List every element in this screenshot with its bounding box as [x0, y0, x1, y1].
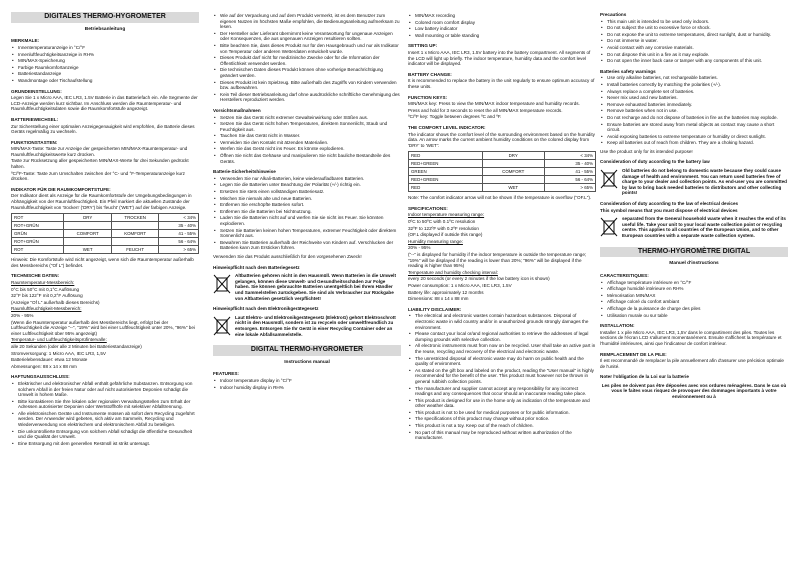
list-item: • Never mix used and new batteries.	[600, 95, 788, 101]
english-spec-line: ("--" is displayed for humidity if the indoor temperature is outside the temperature range; "19%" will be displayed if the reading is lower than 20%; "96%" will be displayed if the reading is higher than 95%)	[408, 252, 587, 269]
german-precautions-list	[213, 115, 401, 165]
list-item: • Install batteries correctly by matching the polarities (+/-).	[600, 82, 788, 88]
table-cell: 41 - 55%	[544, 168, 595, 176]
list-item: • Die unkontrollierte Entsorgung von solchem Abfall schädigt die öffentliche Gesundheit und die Qualität der Umwelt.	[11, 429, 199, 440]
french-features-heading: CARACTERISTIQUES:	[600, 272, 649, 278]
table-cell	[112, 238, 159, 246]
german-spec-line: Raumtemperatur-Messbereich:	[11, 280, 75, 285]
list-item: • Legen Sie die Batterien unter Beachtung der Polarität (+/-) richtig ein.	[213, 182, 401, 188]
german-liability-heading: HAFTUNGSAUSSCHLUSS:	[11, 374, 70, 380]
list-item: • Dieses Produkt darf nicht für medizinische Zwecke oder für die Information der Öffentlichkeit verwendet werden.	[213, 55, 401, 66]
list-item: • Colored room comfort display	[408, 20, 596, 26]
table-cell: ROT	[12, 214, 64, 222]
list-item: • Wandmontage oder Tischaufstellung	[11, 78, 199, 84]
list-item: • Setzen Sie das Gerät nicht extremer Gewalteinwirkung oder Stößen aus.	[213, 115, 401, 121]
list-item: • All electronic instruments must from now on be recycled. User shall take an active part in the reuse, recycling and recovery of the electrical and electronic waste.	[408, 343, 596, 354]
list-item: • As stated on the gift box and labeled on the product, reading the "User manual" is highly recommended for the benefit of the user. This product must however not be thrown in general rubbish collection points.	[408, 368, 596, 385]
german-keys-heading: FUNKTIONSTASTEN:	[11, 139, 58, 145]
list-item: • Öffnen Sie nicht das Gehäuse und manipulieren Sie nicht bauliche Bestandteile des Geräts.	[213, 153, 401, 164]
table-cell: FEUCHT	[112, 246, 159, 254]
table-row	[409, 168, 596, 176]
table-cell	[64, 238, 112, 246]
english-precautions-list	[600, 19, 788, 64]
table-cell: TROCKEN	[112, 214, 159, 222]
german-battery-text: Zur Sicherstellung einer optimalen Anzeigegenauigkeit wird empfohlen, die Batterie dieses Geräts regelmäßig zu wechseln.	[11, 123, 195, 135]
german-battery-heading: BATTERIEWECHSEL:	[11, 116, 59, 122]
english-comfort-table	[408, 151, 596, 192]
german-spec-line: (Anzeige "Of L" außerhalb dieses Bereichs)	[11, 299, 100, 305]
table-cell: > 65%	[159, 246, 199, 254]
table-cell: COMFORT	[482, 168, 544, 176]
german-spec-line: Stromversorgung: 1 Micro AAA, IEC LR3, 1,5V	[11, 350, 106, 356]
table-cell: GREEN	[409, 168, 483, 176]
table-cell: DRY	[482, 152, 544, 160]
list-item: • Wall mounting or table standing	[408, 33, 596, 39]
list-item: • Remove exhausted batteries immediately.	[600, 102, 788, 108]
english-features-list	[213, 378, 401, 390]
table-cell: GRÜN	[12, 230, 64, 238]
list-item: • The unrestricted disposal of electronic waste may do harm on public health and the quality of environment.	[408, 356, 596, 367]
german-key-minmax: MIN/MAX-Taste: Taste zur Anzeige der gespeicherten MIN/MAX-Raumtemperatur- und Raumluftfeuchtigkeitswerte kurz drücken.	[11, 146, 188, 157]
list-item: • No part of this manual may be reproduced without written authorization of the manufacturer.	[408, 430, 596, 441]
french-title: THERMO-HYGROMÈTRE DIGITAL	[600, 247, 788, 258]
list-item: • MIN/MAX recording	[408, 13, 596, 19]
list-item: • Bitte beachten Sie, dass dieses Produkt nur für den Hausgebrauch und nur als Indikator von Temperatur oder anderen Wetterdaten entwickelt wurde.	[213, 43, 401, 54]
german-subtitle: Betriebsanleitung	[84, 26, 126, 32]
english-use-note: Use the product only for its intended purpose!	[600, 148, 693, 154]
list-item: • This main unit is intended to be used only indoors.	[600, 19, 788, 25]
english-battery-text: It is recommended to replace the battery in the unit regularly to ensure optimum accuracy of these units.	[408, 78, 595, 89]
list-item: • Ersetzen Sie stets einen vollständigen Batteriesatz.	[213, 189, 401, 195]
german-features-list	[11, 45, 199, 84]
english-disposal2-heading: Consideration of duty according to the law of electrical devices	[600, 201, 739, 207]
list-item: • Eine Entsorgung mit dem generellen Restmüll ist strikt untersagt.	[11, 441, 199, 447]
german-spec-line: Raumluftfeuchtigkeit-Messbereich:	[11, 306, 82, 312]
table-cell: RED	[409, 184, 483, 192]
german-comfort-heading: INDIKATOR FÜR DIE RAUMKOMFORTSTUFE:	[11, 186, 111, 192]
list-item: • Elektrischer und elektronischer Abfall enthält gefährliche Substanzen. Entsorgung von solchem Abfall in der freien Natur oder auf nicht autorisierten Deponien schädigt die Umwelt in hohem Maße.	[11, 381, 199, 398]
table-cell: KOMFORT	[112, 230, 159, 238]
list-item: • Tauchen Sie das Gerät nicht in Wasser.	[213, 133, 401, 139]
english-liability-list	[408, 313, 596, 440]
english-battery-heading: BATTERY CHANGE:	[408, 71, 452, 77]
english-spec-line: (OF.L displayed if outside this range)	[408, 232, 483, 238]
english-comfort-text: The indicator shows the comfort level of the surrounding environment based on the humidity data. An arrow marks the current ambient humidity conditions on the colored display from 'DRY' to 'WET':	[408, 131, 595, 148]
german-features-heading: MERKMALE:	[11, 38, 40, 44]
list-item: • Avoid exposing batteries to extreme temperature or humidity or direct sunlight.	[600, 134, 788, 140]
english-spec-line: 0ºC to 50ºC with 0.1ºC resolution	[408, 219, 476, 225]
crossed-bin-icon	[213, 273, 231, 295]
table-cell	[482, 176, 544, 184]
english-title: DIGITAL THERMO-HYGROMETER	[213, 345, 401, 356]
list-item: • Always replace a complete set of batteries.	[600, 89, 788, 95]
list-item: • Die technischen Daten dieses Produkt können ohne vorherige Benachrichtigung geändert werden.	[213, 67, 401, 78]
table-row	[12, 222, 199, 230]
english-key-minmax-reset: Press and hold for 3 seconds to reset the all MIN/MAX temperature records.	[408, 107, 563, 113]
list-item: • Mischen Sie niemals alte und neue Batterien.	[213, 196, 401, 202]
table-row	[409, 152, 596, 160]
english-disposal1-block	[600, 168, 788, 196]
list-item: • Indoor temperature display in °C/°F	[213, 378, 401, 384]
table-cell: < 34%	[159, 214, 199, 222]
french-features-list	[600, 280, 788, 319]
english-spec-line: 20% - 95%	[408, 245, 431, 251]
english-disposal1-heading: Consideration of duty according to the battery law	[600, 159, 710, 165]
list-item: • Farbige Raumkomfortanzeige	[11, 65, 199, 71]
english-spec-line: Dimensions: 88 x 14 x 88 mm	[408, 296, 469, 302]
table-row	[12, 230, 199, 238]
english-features-heading: FEATURES:	[213, 371, 239, 377]
english-disposal2-text: separated from the General household waste when it reaches the end of its useful life. Take your unit to your local waste collection point or recycling centre. This applies to all countries of the European Union, and to other European countries with a separate waste collection system.	[622, 216, 786, 238]
english-spec-line: Battery life: approximately 12 months	[408, 289, 484, 295]
list-item: • Indoor humidity display in RH%	[213, 385, 401, 391]
table-cell: < 34%	[544, 152, 595, 160]
list-item: • Affichage coloré du confort ambiant	[600, 299, 788, 305]
list-item: • Do not immerse in water.	[600, 38, 788, 44]
column-english	[408, 12, 596, 442]
english-spec-line: Humidity measuring range:	[408, 238, 463, 244]
table-cell: RED+GREEN	[409, 176, 483, 184]
german-spec-line: Temperatur- und Luftfeuchtigkeitsprüfintervalle:	[11, 337, 107, 343]
table-cell: 41 - 55%	[159, 230, 199, 238]
column-german-cont	[213, 12, 401, 391]
english-comfort-heading: THE COMFORT LEVEL INDICATOR:	[408, 124, 486, 130]
table-cell	[112, 222, 159, 230]
list-item: • Affichage humidité intérieure en RH%	[600, 286, 788, 292]
french-install-text: Installer 1 x pile Micro AAA, IEC LR3, 1,5V dans le compartiment des piles. Toutes les sections de l'écran LCD s'allument momentanément. Ensuite s'affichent la température et l'humidité intérieures, ainsi que l'indicateur de confort intérieur.	[600, 329, 782, 346]
english-precautions-heading: Precautions	[600, 12, 627, 17]
list-item: • Entfernen Sie erschöpfte Batterien sofort.	[213, 202, 401, 208]
list-item: • Use only alkaline batteries, not rechargeable batteries.	[600, 75, 788, 81]
german-precautions-heading: Vorsichtsmaßnahmen	[213, 107, 261, 113]
table-cell: RED+GREEN	[409, 160, 483, 168]
list-item: • Bitte kontaktieren Sie Ihre lokalen oder regionalen Verwaltungsstellen zum Erhalt der Adressen autorisierter Deponien oder Wertstoffhöfe mit selektiver Abfalltrennung.	[11, 399, 199, 410]
table-cell: > 65%	[544, 184, 595, 192]
english-disposal2-block	[600, 216, 788, 238]
german-key-minmax-reset: Taste zur Rücksetzung aller gespeicherten MIN/MAX-Werte für drei Sekunden gedrückt halten.	[11, 158, 189, 170]
german-disposal2-heading: Hinweispflicht nach dem Elektronikgerätegesetz	[213, 306, 319, 312]
list-item: • Ensure batteries are stored away from metal objects as contact may cause a short circuit.	[600, 122, 788, 133]
table-row	[12, 214, 199, 222]
german-specs-heading: TECHNISCHE DATEN:	[11, 273, 60, 279]
list-item: • Innentemperaturanzeige in °C/°F	[11, 45, 199, 51]
list-item: • Low battery indicator	[408, 26, 596, 32]
list-item: • Do not open the inner back case or tamper with any components of this unit.	[600, 58, 788, 64]
crossed-bin-icon	[600, 168, 618, 190]
column-german	[11, 12, 199, 447]
german-spec-line: 32°F bis 122°F mit 0,2°F Auflösung	[11, 293, 83, 299]
english-key-cf: ºC/ºF key: Toggle between degrees ºC and ºF.	[408, 114, 502, 120]
german-spec-line: (Wenn die Raumtemperatur außerhalb des Messbereichs liegt, erfolgt bei der Luftfeuchtigkeit die Anzeige "--", "19%" wird bei einer Luftfeuchtigkeit unter 20%, "96%" bei einer Luftfeuchtigkeit über 95% angezeigt)	[11, 319, 195, 336]
list-item: • Der Hersteller oder Lieferant übernimmt keine Verantwortung für ungenaue Anzeigen oder Konsequenzen, die aus ungenauen Anzeigen resultieren sollten.	[213, 31, 401, 42]
english-disposal2-intro: This symbol means that you must dispose of electrical devices	[600, 207, 738, 213]
english-keys-heading: FUNCTION KEYS:	[408, 94, 448, 100]
list-item: • Wie auf der Verpackung und auf dem Produkt vermerkt, ist es dem Benutzer zum eigenen Nutzen im höchsten Maße empfohlen, die Bedienungsanleitung aufmerksam zu lesen.	[213, 13, 401, 30]
table-cell: 35 - 40%	[159, 222, 199, 230]
table-cell: 56 - 64%	[159, 238, 199, 246]
crossed-bin-icon	[600, 216, 618, 238]
table-cell: 56 - 64%	[544, 176, 595, 184]
german-note: Hinweis: Die Komfortstufe wird nicht angezeigt, wenn sich die Raumtemperatur außerhalb des Messbereichs ("Of L") befindet.	[11, 257, 194, 268]
crossed-bin-icon	[213, 315, 231, 337]
list-item: • Setzen Sie Batterien keinen hohen Temperaturen, extremer Feuchtigkeit oder direktem Sonnenlicht aus.	[213, 228, 401, 239]
table-cell: ROT	[12, 246, 64, 254]
list-item: • Affichage température intérieure en °C/°F	[600, 280, 788, 286]
german-disposal1-text: Altbatterien gehören nicht in den Hausmüll. Wenn Batterien in die Umwelt gelangen, können diese Umwelt- und Gesundheitsschäden zur Folge haben. Sie können gebrauchte Batterien unentgeltlich bei Ihrem Händler und Sammelstellen zurückgeben. Sie sind als Verbraucher zur Rückgabe von Altbatterien gesetzlich verpflichtet!	[235, 273, 396, 301]
german-spec-line: alle 20 Sekunden (oder alle 2 Minuten bei Batteriestandanzeige)	[11, 343, 142, 349]
english-features-cont-list	[408, 13, 596, 38]
table-cell	[482, 160, 544, 168]
german-installation-text: Legen Sie 1 x Micro AAA, IEC LR3, 1.5V Batterie in das Batteriefach ein. Alle Segmente der LCD-Anzeige werden kurz sichtbar. Im Anschluss werden die Raumtemperatur- und Raumluftfeuchtigkeitsdaten sowie die Raumkomfortstufe angezeigt.	[11, 95, 198, 112]
list-item: • The manufacturer and supplier cannot accept any responsibility for any incorrect readings and any consequences that occur should an inaccurate reading take place.	[408, 386, 596, 397]
english-setup-heading: SETTING UP:	[408, 43, 438, 49]
list-item: • This product is not to be used for medical purposes or for public information.	[408, 410, 596, 416]
list-item: • Innenluftfeuchtigkeitsanzeige in RH%	[11, 52, 199, 58]
list-item: • Laden Sie die Batterien nicht auf und werfen Sie sie nicht ins Feuer. Sie könnten explodieren.	[213, 215, 401, 226]
list-item: • This product is not a toy. Keep out of the reach of children.	[408, 423, 596, 429]
table-cell: ROT+GRÜN	[12, 222, 64, 230]
list-item: • Remove batteries when not in use.	[600, 108, 788, 114]
list-item: • MIN/MAX-Speicherung	[11, 58, 199, 64]
table-cell: DRY	[64, 214, 112, 222]
english-spec-line: 32ºF to 122ºF with 0.2ºF resolution	[408, 225, 479, 231]
list-item: • Alle elektronischen Geräte und Instrumente müssen ab sofort dem Recycling zugeführt werden. Der Anwender wird gebeten, sich aktiv am Sammeln, Recycling und Wiederverwendung von elektrischem und elektronischem Abfall zu beteiligen.	[11, 411, 199, 428]
table-cell: COMFORT	[64, 230, 112, 238]
list-item: • Avoid contact with any corrosive materials.	[600, 45, 788, 51]
list-item: • Keep all batteries out of reach from children. They are a choking hazard.	[600, 140, 788, 146]
english-spec-line: Temperature and humidity checking interval:	[408, 269, 498, 275]
list-item: • Verwenden Sie nur Alkali-Batterien, keine wiederaufladbaren Batterien.	[213, 176, 401, 182]
french-final-text: Les piles ne doivent pas être déposées avec vos ordures ménagères. Dans le cas où vous le faites vous risquez de provoquer des dommages importants à votre environnement ou à	[601, 382, 787, 400]
list-item: • Do not recharge and do not dispose of batteries in fire as the batteries may explode.	[600, 115, 788, 121]
german-installation-heading: GRUNDEINSTELLUNG:	[11, 88, 62, 94]
english-specs-heading: SPECIFICATIONS:	[408, 205, 448, 211]
german-battery-safety-list	[213, 176, 401, 251]
german-liability-list	[11, 381, 199, 447]
english-key-minmax: MIN/MAX key: Press to view the MIN/MAX indoor temperature and humidity records.	[408, 101, 580, 107]
table-row	[409, 176, 596, 184]
english-setup-text: Insert 1 x Micro AAA, IEC LR3, 1.5V battery into the battery compartment. All segments of the LCD will light up briefly. The indoor temperature, humidity data and the comfort level indicator will be displayed.	[408, 49, 591, 67]
table-row	[12, 246, 199, 254]
list-item: • Dieses Produkt ist kein Spielzeug. Bitte außerhalb des Zugriffs von Kindern verwenden bzw. aufbewahren.	[213, 80, 401, 91]
column-english-french	[600, 12, 788, 400]
table-row	[409, 160, 596, 168]
table-cell: WET	[482, 184, 544, 192]
english-subtitle: Instructions manual	[284, 359, 330, 365]
table-cell	[64, 222, 112, 230]
english-battery-safety-heading: Batteries safety warnings	[600, 68, 656, 74]
english-spec-line: Power consumption: 1 x Micro AAA, IEC LR3, 1.5V	[408, 283, 512, 288]
table-row	[409, 184, 596, 192]
german-spec-line: 0°C bis 50°C mit 0,1°C Auflösung	[11, 286, 80, 292]
german-key-cf: ºC/ºF-Taste: Taste zum Umschalten zwischen der °C- und °F-Temperaturanzeige kurz drücken.	[11, 170, 185, 182]
german-disposal2-text: Laut Elektro- und Elektronikgerätegesetz (ElektroG) gehört Elektroschrott nicht in den Hausmüll, sondern ist zu recyceln oder umweltfreundlich zu entsorgen. Entsorgen Sie Ihr Gerät in einer Recycling Container oder an eine lokale Abfallsammelstelle.	[235, 314, 396, 337]
list-item: • Setzen Sie das Gerät nicht hohen Temperaturen, direktem Sonnenlicht, Staub und Feuchtigkeit aus.	[213, 121, 401, 132]
list-item: • Mémorisation MIN/MAX	[600, 293, 788, 299]
list-item: • Entfernen Sie die Batterien bei Nichtnutzung.	[213, 209, 401, 215]
list-item: • Please contact your local or/and regional authorities to retrieve the addresses of legal dumping grounds with selective collection.	[408, 331, 596, 342]
list-item: • Kein Teil dieser Betriebsanleitung darf ohne ausdrückliche schriftliche Genehmigung des Herstellers reproduziert werden.	[213, 92, 401, 103]
list-item: • Vermeiden Sie den Kontakt mit ätzenden Materialien.	[213, 140, 401, 146]
list-item: • Utilisation murale ou sur table	[600, 313, 788, 319]
french-replace-heading: REMPLACEMENT DE LA PILE:	[600, 351, 667, 357]
english-spec-line: every 20 seconds (or every 2 minutes if the low battery icon is shown)	[408, 276, 550, 282]
list-item: • Bewahren Sie Batterien außerhalb der Reichweite von Kindern auf. Verschlucken der Batterien kann zum Ersticken führen.	[213, 240, 401, 251]
french-note-heading: Noter l'obligation de la Loi sur la batterie	[600, 374, 689, 380]
french-replace-text: Il est recommandé de remplacer la pile annuellement afin d'assurer une précision optimale de l'unité.	[600, 358, 784, 369]
list-item: • Affichage de la puissance de charge des piles	[600, 306, 788, 312]
english-disposal1-text: Old batteries do not belong to domestic waste because they could cause damage of health and environment. You can return used batteries free of charge to your dealer and collection points. As end-user you are committed by law to bring back needed batteries to distributors and other collecting points!	[622, 168, 787, 196]
english-spec-line: Indoor temperature measuring range:	[408, 212, 485, 218]
german-intro-list	[213, 13, 401, 103]
table-row	[12, 238, 199, 246]
list-item: • This product is designed for use in the home only as indication of the temperature and other weather data.	[408, 398, 596, 409]
german-spec-line: Batterielebensdauer: etwa 12 Monate	[11, 357, 88, 363]
german-spec-line: Abmessungen: 88 x 14 x 88 mm	[11, 363, 77, 369]
list-item: • The electrical and electronic wastes contain hazardous substances. Disposal of electronic waste in wild country and/or in unauthorized grounds strongly damages the environment.	[408, 313, 596, 330]
table-cell: WET	[64, 246, 112, 254]
english-liability-heading: LIABILITY DISCLAIMER:	[408, 306, 462, 312]
german-spec-line: 20% - 95%	[11, 312, 34, 318]
german-title: DIGITALES THERMO-HYGROMETER	[11, 12, 199, 23]
french-subtitle: Manuel d'instructions	[669, 261, 719, 267]
list-item: • Do not expose the unit to extreme temperatures, direct sunlight, dust or humidity.	[600, 32, 788, 38]
german-disposal1-block	[213, 273, 401, 301]
english-battery-safety-list	[600, 75, 788, 146]
german-battery-safety-heading: Batterie-Sicherheitshinweise	[213, 169, 276, 175]
german-disposal2-block	[213, 315, 401, 337]
table-cell: RED	[409, 152, 483, 160]
german-disposal1-heading: Hinweispflicht nach dem Batteriegesetz	[213, 264, 300, 270]
list-item: • Werfen Sie das Gerät nicht ins Feuer. Es könnte explodieren.	[213, 146, 401, 152]
german-comfort-text: Der Indikator dient als Anzeige für die Raumkomfortstufe der Umgebungsbedingungen in Abhängigkeit von der Raumluftfeuchtigkeit. Ein Pfeil markiert die aktuellen Zustände der Raumluftfeuchtigkeit von 'trocken' ('DRY') bis 'feucht' ('WET') auf der farbigen Anzeige.	[11, 193, 192, 210]
english-note: Note: The comfort indicator arrow will not be shown if the temperature is overflow ("OF.L").	[408, 195, 592, 201]
table-cell: 35 - 40%	[544, 160, 595, 168]
list-item: • The specifications of this product may change without prior notice.	[408, 416, 596, 422]
list-item: • Do not dispose this unit in a fire as it may explode.	[600, 52, 788, 58]
french-install-heading: INSTALLATION:	[600, 323, 635, 329]
german-comfort-table	[11, 213, 199, 254]
list-item: • Batteriestandanzeige	[11, 71, 199, 77]
german-use-note: Verwenden Sie das Produkt ausschließlich für den vorgesehenen Zweck!	[213, 253, 362, 259]
list-item: • Do not subject the unit to excessive force or shock.	[600, 25, 788, 31]
table-cell: ROT+GRÜN	[12, 238, 64, 246]
